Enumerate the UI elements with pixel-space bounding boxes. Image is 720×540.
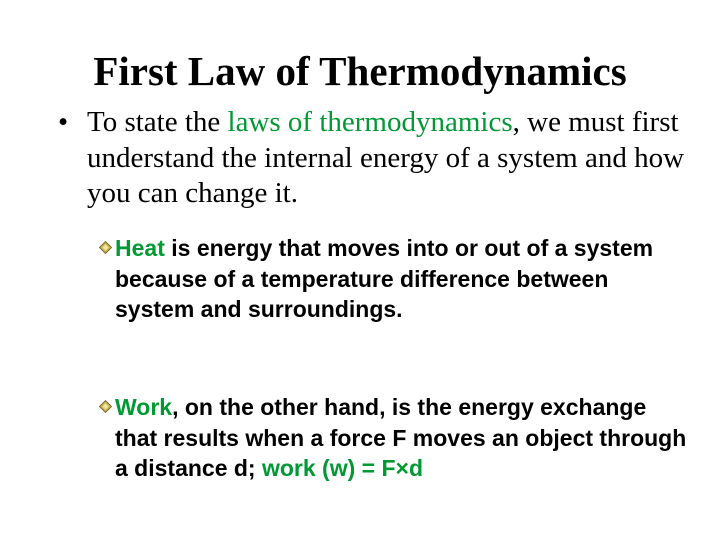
work-definition: , on the other hand, is the energy exchange that results when a force F moves an object through a distance d; <box>115 394 687 481</box>
sub-bullet-heat <box>99 233 689 325</box>
work-term: Work <box>115 394 173 420</box>
sub-bullet-work <box>99 392 689 484</box>
heat-term: Heat <box>115 235 165 261</box>
sub-bullet-heat-text <box>115 233 689 325</box>
diamond-bullet-icon <box>99 400 112 413</box>
heat-definition: is energy that moves into or out of a system because of a temperature difference between system and surroundings. <box>115 235 654 322</box>
diamond-bullet-icon <box>99 241 112 254</box>
highlight-term: laws of thermodynamics <box>227 106 513 138</box>
bullet-marker: • <box>58 106 69 138</box>
slide-title: First Law of Thermodynamics <box>93 48 627 94</box>
main-bullet-text <box>87 105 698 212</box>
main-bullet <box>58 105 698 212</box>
sub-bullet-work-text <box>115 392 689 484</box>
main-bullet-prefix: To state the <box>87 106 228 138</box>
main-bullet-suffix: , we must first understand the internal energy of a system and how you can change it. <box>87 106 685 209</box>
work-formula: work (w) = F×d <box>261 455 424 481</box>
